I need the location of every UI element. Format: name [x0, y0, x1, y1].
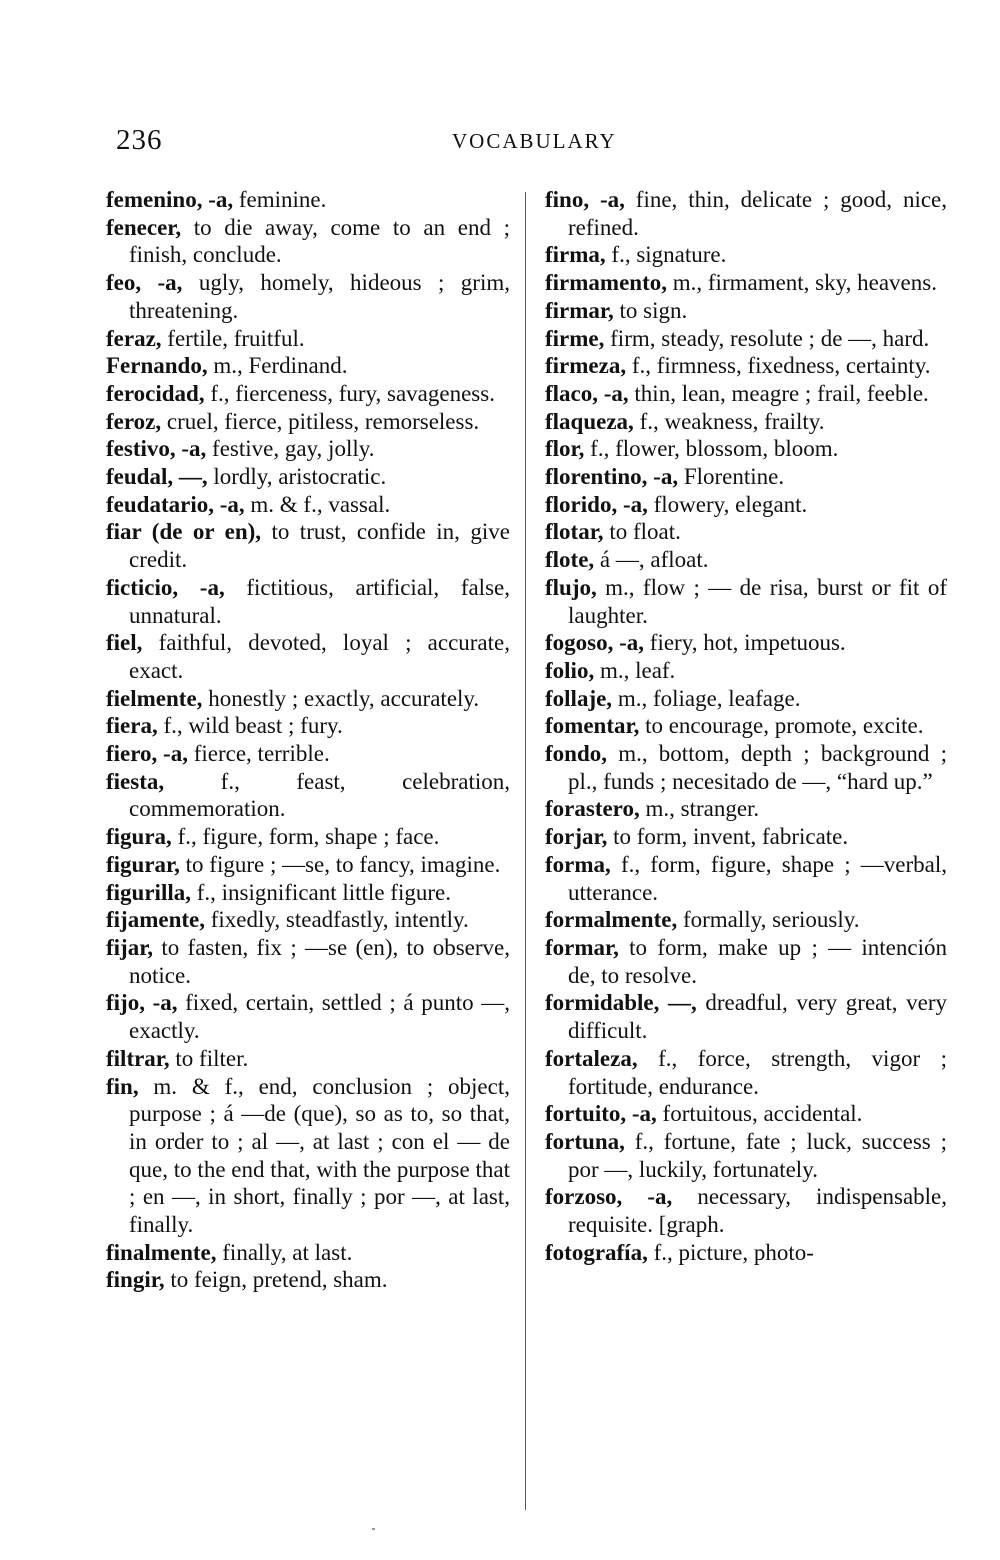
- entry-headword: feroz,: [106, 408, 162, 434]
- entry-definition: lordly, aristocratic.: [207, 464, 387, 490]
- left-column: [106, 186, 510, 1294]
- dictionary-entry: [106, 269, 510, 324]
- entry-headword: figurilla,: [106, 879, 191, 905]
- entry-headword: fin,: [106, 1073, 139, 1099]
- entry-definition: m., foliage, leafage.: [612, 685, 801, 711]
- entry-definition: m., leaf.: [594, 657, 676, 683]
- entry-headword: fijo, -a,: [106, 990, 178, 1016]
- right-column: [545, 186, 947, 1266]
- dictionary-entry: [545, 740, 947, 795]
- entry-definition: fictitious, artificial, false, unnatural.: [129, 574, 510, 628]
- dictionary-entry: [106, 380, 510, 408]
- entry-definition: fortuitous, accidental.: [656, 1101, 863, 1127]
- entry-headword: florentino, -a,: [545, 464, 679, 490]
- dictionary-entry: [545, 297, 947, 325]
- dictionary-entry: [106, 934, 510, 989]
- dictionary-entry: [545, 1045, 947, 1100]
- dictionary-entry: [545, 546, 947, 574]
- dictionary-entry: [545, 241, 947, 269]
- entry-headword: flujo,: [545, 574, 597, 600]
- entry-definition: to form, invent, fabricate.: [607, 824, 849, 850]
- dictionary-entry: [545, 1100, 947, 1128]
- page-number: 236: [116, 124, 163, 156]
- dictionary-entry: [106, 574, 510, 629]
- dictionary-entry: [106, 906, 510, 934]
- entry-definition: fine, thin, delicate ; good, nice, refined.: [568, 187, 948, 240]
- entry-headword: femenino, -a,: [106, 187, 234, 212]
- dictionary-entry: [106, 518, 510, 573]
- entry-definition: cruel, fierce, pitiless, remorseless.: [161, 408, 480, 434]
- entry-headword: fijar,: [106, 934, 154, 960]
- entry-definition: m. & f., end, conclusion ; object, purpose ; á —de (que), so as to, so that, in order to ; al —, at last ; con el — de que, to the end that, with the purpose that ; en —, in short, finally ; por —, at last, finally.: [129, 1073, 510, 1238]
- dictionary-entry: [106, 325, 510, 353]
- running-head: VOCABULARY: [452, 129, 617, 153]
- entry-headword: fiar (de or en),: [106, 519, 262, 545]
- entry-definition: f., fierceness, fury, savageness.: [204, 380, 495, 406]
- entry-definition: to filter.: [169, 1045, 249, 1071]
- entry-definition: f., flower, blossom, bloom.: [584, 436, 839, 462]
- entry-headword: fenecer,: [106, 214, 182, 240]
- entry-headword: flotar,: [545, 519, 604, 545]
- dictionary-entry: [545, 685, 947, 713]
- dictionary-entry: [106, 1239, 510, 1267]
- dictionary-entry: [545, 518, 947, 546]
- entry-headword: forma,: [545, 851, 611, 877]
- entry-headword: follaje,: [545, 685, 613, 711]
- entry-headword: folio,: [545, 657, 595, 683]
- entry-headword: fortaleza,: [545, 1045, 638, 1071]
- dictionary-entry: [545, 989, 947, 1044]
- entry-headword: fotografía,: [545, 1239, 648, 1265]
- entry-headword: ficticio, -a,: [106, 574, 225, 600]
- entry-headword: firmamento,: [545, 270, 667, 296]
- dictionary-entry: [545, 352, 947, 380]
- dictionary-entry: [106, 435, 510, 463]
- entry-headword: formar,: [545, 934, 619, 960]
- dictionary-entry: [545, 851, 947, 906]
- entry-definition: f., picture, photo-: [647, 1239, 814, 1265]
- entry-definition: f., firmness, fixedness, certainty.: [626, 353, 931, 379]
- entry-definition: to form, make up ; — intención de, to resolve.: [568, 934, 947, 988]
- entry-headword: forzoso, -a,: [545, 1184, 673, 1210]
- entry-headword: fondo,: [545, 741, 607, 767]
- entry-definition: m., flow ; — de risa, burst or fit of laughter.: [568, 574, 947, 628]
- entry-headword: flaqueza,: [545, 408, 634, 434]
- entry-definition: m., Ferdinand.: [207, 353, 348, 379]
- entry-definition: f., fortune, fate ; luck, success ; por —, luckily, fortunately.: [568, 1128, 947, 1182]
- dictionary-entry: [106, 851, 510, 879]
- entry-headword: figura,: [106, 824, 172, 850]
- dictionary-entry: [545, 186, 947, 241]
- dictionary-entry: [545, 906, 947, 934]
- dictionary-entry: [545, 1128, 947, 1183]
- entry-headword: forastero,: [545, 796, 640, 822]
- dictionary-entry: [106, 685, 510, 713]
- entry-definition: f., feast, celebration, commemoration.: [129, 768, 510, 822]
- dictionary-entry: [106, 823, 510, 851]
- entry-headword: firme,: [545, 325, 605, 351]
- dictionary-entry: [545, 657, 947, 685]
- entry-headword: fortuna,: [545, 1128, 625, 1154]
- dictionary-entry: [545, 269, 947, 297]
- entry-definition: fixed, certain, settled ; á punto —, exactly.: [129, 990, 510, 1044]
- entry-headword: ferocidad,: [106, 380, 205, 406]
- entry-definition: to fasten, fix ; —se (en), to observe, notice.: [129, 934, 510, 988]
- entry-definition: dreadful, very great, very difficult.: [568, 990, 947, 1044]
- dictionary-entry: [106, 463, 510, 491]
- dictionary-entry: [106, 629, 510, 684]
- entry-definition: to sign.: [613, 297, 688, 323]
- entry-definition: á —, afloat.: [594, 547, 709, 573]
- entry-definition: f., weakness, frailty.: [633, 408, 825, 434]
- entry-definition: to float.: [603, 519, 681, 545]
- dictionary-entry: [545, 574, 947, 629]
- entry-headword: fino, -a,: [545, 187, 625, 212]
- entry-definition: finally, at last.: [216, 1239, 353, 1265]
- dictionary-entry: [545, 795, 947, 823]
- entry-definition: f., figure, form, shape ; face.: [171, 824, 440, 850]
- entry-headword: feudal, —,: [106, 464, 208, 490]
- entry-headword: fijamente,: [106, 907, 205, 933]
- entry-headword: flor,: [545, 436, 585, 462]
- entry-headword: flote,: [545, 547, 595, 573]
- dictionary-entry: [545, 408, 947, 436]
- entry-definition: fiery, hot, impetuous.: [644, 630, 846, 656]
- entry-headword: fielmente,: [106, 685, 203, 711]
- dictionary-entry: [106, 989, 510, 1044]
- dictionary-entry: [106, 1266, 510, 1294]
- entry-definition: feminine.: [233, 187, 327, 212]
- entry-headword: firmar,: [545, 297, 614, 323]
- entry-definition: ugly, homely, hideous ; grim, threatening.: [129, 270, 510, 323]
- entry-headword: fiesta,: [106, 768, 165, 794]
- entry-definition: faithful, devoted, loyal ; accurate, exact.: [129, 630, 510, 683]
- dictionary-entry: [106, 1073, 510, 1239]
- print-speck: [372, 1528, 375, 1530]
- dictionary-entry: [545, 1183, 947, 1238]
- entry-headword: forjar,: [545, 824, 608, 850]
- entry-definition: m., bottom, depth ; background ; pl., funds ; necesitado de —, “hard up.”: [568, 741, 947, 794]
- dictionary-entry: [545, 435, 947, 463]
- entry-definition: f., insignificant little figure.: [190, 879, 451, 905]
- entry-headword: festivo, -a,: [106, 436, 207, 462]
- entry-definition: honestly ; exactly, accurately.: [202, 685, 480, 711]
- entry-definition: necessary, indispensable, requisite. [graph.: [568, 1184, 947, 1238]
- entry-definition: to figure ; —se, to fancy, imagine.: [179, 851, 501, 877]
- entry-headword: fogoso, -a,: [545, 630, 645, 656]
- entry-definition: m., stranger.: [639, 796, 760, 822]
- dictionary-entry: [106, 1045, 510, 1073]
- entry-definition: f., wild beast ; fury.: [157, 713, 343, 739]
- dictionary-entry: [106, 214, 510, 269]
- entry-headword: firmeza,: [545, 353, 627, 379]
- dictionary-entry: [545, 491, 947, 519]
- entry-headword: figurar,: [106, 851, 180, 877]
- entry-headword: feo, -a,: [106, 270, 183, 296]
- entry-headword: feraz,: [106, 325, 162, 351]
- dictionary-entry: [106, 491, 510, 519]
- entry-headword: firma,: [545, 242, 606, 268]
- entry-headword: fortuito, -a,: [545, 1101, 657, 1127]
- entry-definition: thin, lean, meagre ; frail, feeble.: [628, 380, 929, 406]
- entry-definition: to trust, confide in, give credit.: [129, 519, 510, 573]
- entry-definition: Florentine.: [678, 464, 785, 490]
- entry-headword: formalmente,: [545, 907, 678, 933]
- entry-definition: f., form, figure, shape ; —verbal, utterance.: [568, 851, 947, 905]
- entry-headword: fiero, -a,: [106, 741, 188, 767]
- dictionary-entry: [545, 629, 947, 657]
- dictionary-entry: [106, 408, 510, 436]
- entry-definition: f., signature.: [605, 242, 727, 268]
- entry-headword: finalmente,: [106, 1239, 217, 1265]
- dictionary-entry: [106, 712, 510, 740]
- entry-headword: fingir,: [106, 1267, 165, 1293]
- entry-definition: firm, steady, resolute ; de —, hard.: [604, 325, 930, 351]
- dictionary-entry: [545, 325, 947, 353]
- entry-definition: to die away, come to an end ; finish, conclude.: [129, 214, 510, 268]
- dictionary-entry: [545, 823, 947, 851]
- dictionary-entry: [106, 352, 510, 380]
- entry-definition: to encourage, promote, excite.: [639, 713, 924, 739]
- dictionary-entry: [106, 186, 510, 214]
- entry-headword: feudatario, -a,: [106, 491, 245, 517]
- entry-definition: f., force, strength, vigor ; fortitude, endurance.: [568, 1045, 947, 1099]
- dictionary-entry: [545, 380, 947, 408]
- dictionary-entry: [545, 463, 947, 491]
- entry-headword: flaco, -a,: [545, 380, 629, 406]
- dictionary-entry: [545, 1239, 947, 1267]
- entry-definition: m., firmament, sky, heavens.: [667, 270, 937, 296]
- entry-definition: to feign, pretend, sham.: [164, 1267, 388, 1293]
- dictionary-entry: [106, 740, 510, 768]
- entry-definition: fertile, fruitful.: [161, 325, 305, 351]
- dictionary-entry: [106, 879, 510, 907]
- entry-headword: fiera,: [106, 713, 158, 739]
- entry-definition: flowery, elegant.: [647, 491, 808, 517]
- entry-headword: Fernando,: [106, 353, 208, 379]
- entry-headword: fomentar,: [545, 713, 640, 739]
- entry-headword: filtrar,: [106, 1045, 170, 1071]
- dictionary-entry: [545, 934, 947, 989]
- entry-headword: florido, -a,: [545, 491, 648, 517]
- entry-definition: fierce, terrible.: [187, 741, 330, 767]
- dictionary-entry: [545, 712, 947, 740]
- entry-definition: festive, gay, jolly.: [206, 436, 375, 462]
- dictionary-entry: [106, 768, 510, 823]
- entry-headword: formidable, —,: [545, 990, 697, 1016]
- entry-headword: fiel,: [106, 630, 143, 656]
- entry-definition: formally, seriously.: [677, 907, 860, 933]
- entry-definition: m. & f., vassal.: [244, 491, 391, 517]
- entry-definition: fixedly, steadfastly, intently.: [205, 907, 469, 933]
- column-divider: [525, 192, 526, 1510]
